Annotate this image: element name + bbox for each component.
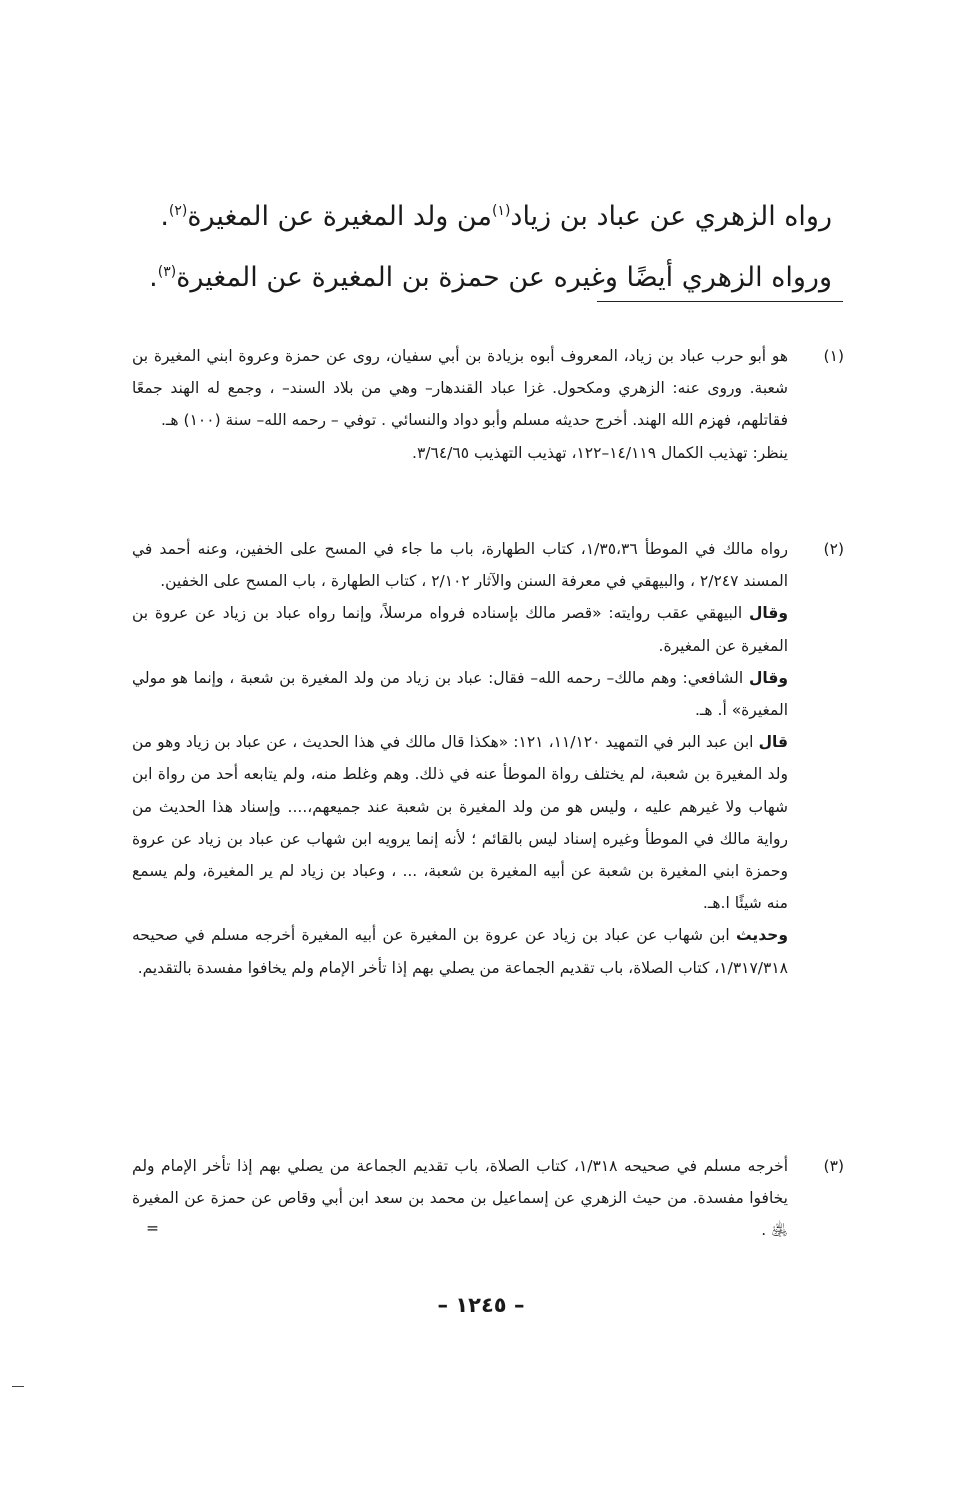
main-text-segment: ورواه الزهري أيضًا وغيره عن حمزة بن المغيرة عن المغيرة xyxy=(176,262,832,293)
paragraph-lead-word: وقال xyxy=(748,604,788,623)
scan-edge-mark xyxy=(12,1386,24,1387)
main-text xyxy=(150,186,832,308)
paragraph-text: ابن شهاب عن عباد بن زياد عن عروة بن المغيرة عن أبيه المغيرة أخرجه مسلم في صحيحه ١/٣١٧/٣١٨، كتاب الصلاة، باب تقديم الجماعة من يصلي بهم إذا تأخر الإمام ولم يخافوا مفسدة بالتقديم. xyxy=(132,926,788,977)
paragraph-text: البيهقي عقب روايته: «قصر مالك بإسناده فرواه مرسلاً، وإنما رواه عباد بن زياد عن عروة بن المغيرة عن المغيرة. xyxy=(132,604,788,655)
paragraph-text: ابن عبد البر في التمهيد ١١/١٢٠، ١٢١: «هكذا قال مالك في هذا الحديث ، عن عباد بن زياد وهو من ولد المغيرة بن شعبة، لم يختلف رواة الموطأ عنه في ذلك. وهم وغلط منه، ولم يتابعه أحد من رواة ابن شهاب ولا غيرهم عليه ، وليس هو من ولد المغيرة بن شعبة عند جميعهم،.... وإسناد هذا الحديث من رواية مالك في الموطأ وغيره إسناد ليس بالقائم ؛ لأنه إنما يرويه ابن شهاب عن عباد بن زياد عن عروة وحمزة ابني المغيرة بن شعبة عن أبيه المغيرة بن شعبة، ... ، وعباد بن زياد لم ير المغيرة، ولم يسمع منه شيئًا ا.هـ. xyxy=(132,733,788,913)
footnote-paragraph: أخرجه مسلم في صحيحه ١/٣١٨، كتاب الصلاة، باب تقديم الجماعة من يصلي بهم إذا تأخر الإمام ولم يخافوا مفسدة. من حيث الزهري عن إسماعيل بن محمد بن سعد ابن أبي وقاص عن حمزة عن المغيرة ﵁ . xyxy=(132,1157,789,1240)
page-number: – ١٢٤٥ – xyxy=(437,1293,525,1317)
footnote-paragraph xyxy=(132,662,788,726)
footnote-3 xyxy=(132,1150,844,1247)
footnote-number: (٣) xyxy=(823,1157,844,1175)
footnote-body xyxy=(132,533,788,984)
main-text-line-2 xyxy=(150,247,832,308)
footnote-source: ينظر: تهذيب الكمال ١٤/١١٩–١٢٢، تهذيب التهذيب ٣/٦٤/٦٥. xyxy=(412,443,788,462)
main-text-line-1 xyxy=(150,186,832,247)
footnote-paragraph xyxy=(132,919,788,983)
footnote-paragraph: رواه مالك في الموطأ ١/٣٥،٣٦، كتاب الطهارة، باب ما جاء في المسح على الخفين، وعنه أحمد في المسند ٢/٢٤٧ ، والبيهقي في معرفة السنن والآثار ٢/١٠٢ ، كتاب الطهارة ، باب المسح على الخفين. xyxy=(132,540,788,591)
continuation-mark: = xyxy=(146,1219,159,1238)
paragraph-lead-word: قال xyxy=(758,733,788,752)
main-text-segment: من ولد المغيرة عن المغيرة xyxy=(187,201,492,232)
footnote-paragraph xyxy=(132,726,788,919)
main-text-segment: . xyxy=(160,201,169,232)
paragraph-lead-word: وحديث xyxy=(736,926,788,945)
main-text-segment: رواه الزهري عن عباد بن زياد xyxy=(510,201,832,232)
footnote-number: (١) xyxy=(823,347,844,365)
footnote-paragraph xyxy=(132,597,788,661)
main-text-segment: . xyxy=(149,262,158,293)
footnote-ref-3[interactable]: (٣) xyxy=(157,264,177,280)
footnote-separator xyxy=(597,301,843,302)
footnote-ref-2[interactable]: (٢) xyxy=(168,203,188,219)
footnote-body xyxy=(132,1150,788,1247)
paragraph-lead-word: وقال xyxy=(748,668,788,687)
footnote-paragraph: هو أبو حرب عباد بن زياد، المعروف أبوه بزيادة بن أبي سفيان، روى عن حمزة وعروة ابني المغيرة بن شعبة. وروى عنه: الزهري ومكحول. غزا عباد القندهار– وهي من بلاد السند– ، وجمع له الهند جمعًا فقاتلهم، فهزم الله الهند. أخرج حديثه مسلم وأبو دواد والنسائي . توفي – رحمه الله– سنة (١٠٠) هـ. xyxy=(132,347,788,430)
footnote-2 xyxy=(132,533,844,984)
footnote-ref-1[interactable]: (١) xyxy=(491,203,511,219)
footnote-number: (٢) xyxy=(823,540,844,558)
footnote-1 xyxy=(132,340,844,469)
footnote-body xyxy=(132,340,788,469)
paragraph-text: الشافعي: وهم مالك– رحمه الله– فقال: عباد بن زياد من ولد المغيرة بن شعبة ، وإنما هو مولي المغيرة» أ. هـ. xyxy=(132,668,788,720)
